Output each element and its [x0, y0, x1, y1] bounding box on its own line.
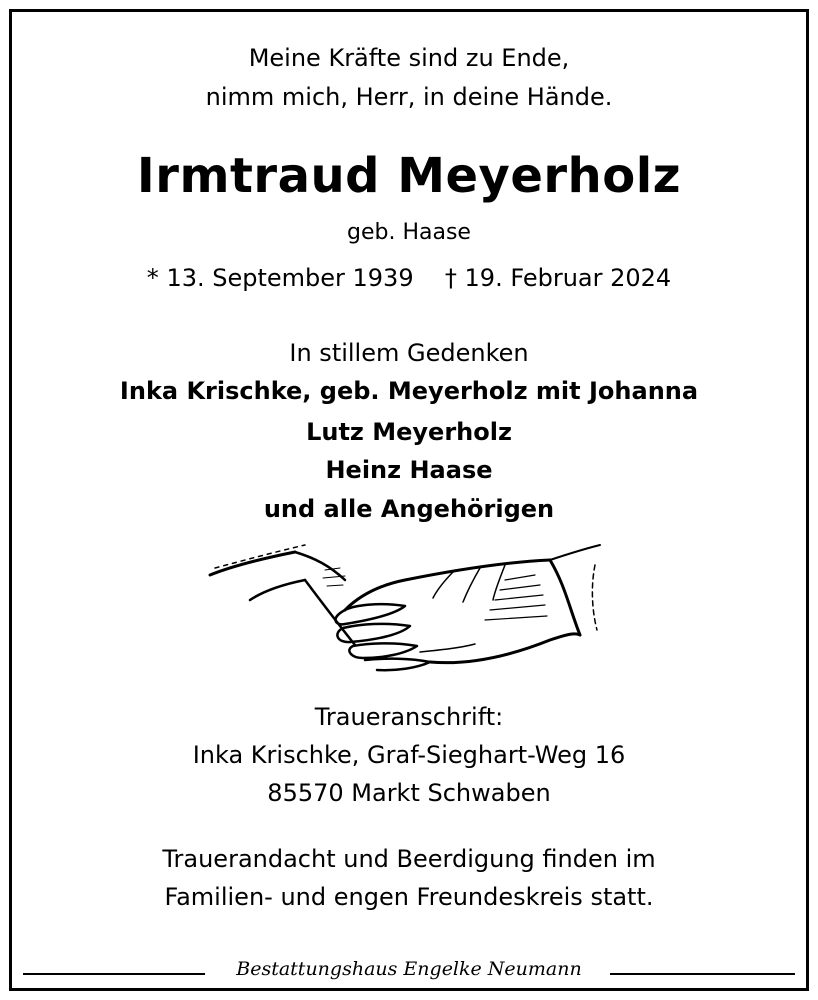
- verse-line-2: nimm mich, Herr, in deine Hände.: [205, 83, 613, 111]
- address-line-1: Inka Krischke, Graf-Sieghart-Weg 16: [192, 741, 626, 769]
- birth-name: geb. Haase: [347, 220, 471, 245]
- notice-line-1: Trauerandacht und Beerdigung finden im: [162, 845, 656, 873]
- birth-date: 13. September 1939: [166, 264, 414, 292]
- born-symbol: *: [146, 264, 159, 292]
- mourner-name: Heinz Haase: [325, 456, 493, 484]
- funeral-home-signature: [0, 958, 818, 980]
- address-label: Traueranschrift:: [314, 703, 504, 731]
- mourner-name: Lutz Meyerholz: [306, 418, 512, 446]
- death-symbol: †: [444, 264, 457, 292]
- death-date: 19. Februar 2024: [464, 264, 672, 292]
- mourner-name: und alle Angehörigen: [263, 495, 555, 523]
- funeral-home-name: Bestattungshaus Engelke Neumann: [230, 958, 587, 980]
- notice-line-2: Familien- und engen Freundeskreis statt.: [164, 883, 654, 911]
- deceased-name: Irmtraud Meyerholz: [136, 148, 682, 204]
- life-dates: [0, 264, 818, 292]
- verse-line-1: Meine Kräfte sind zu Ende,: [248, 44, 570, 72]
- clasped-hands-icon: [205, 540, 605, 675]
- address-line-2: 85570 Markt Schwaben: [267, 779, 551, 807]
- mourner-name: Inka Krischke, geb. Meyerholz mit Johanna: [119, 377, 699, 405]
- mourners-intro: In stillem Gedenken: [289, 339, 529, 367]
